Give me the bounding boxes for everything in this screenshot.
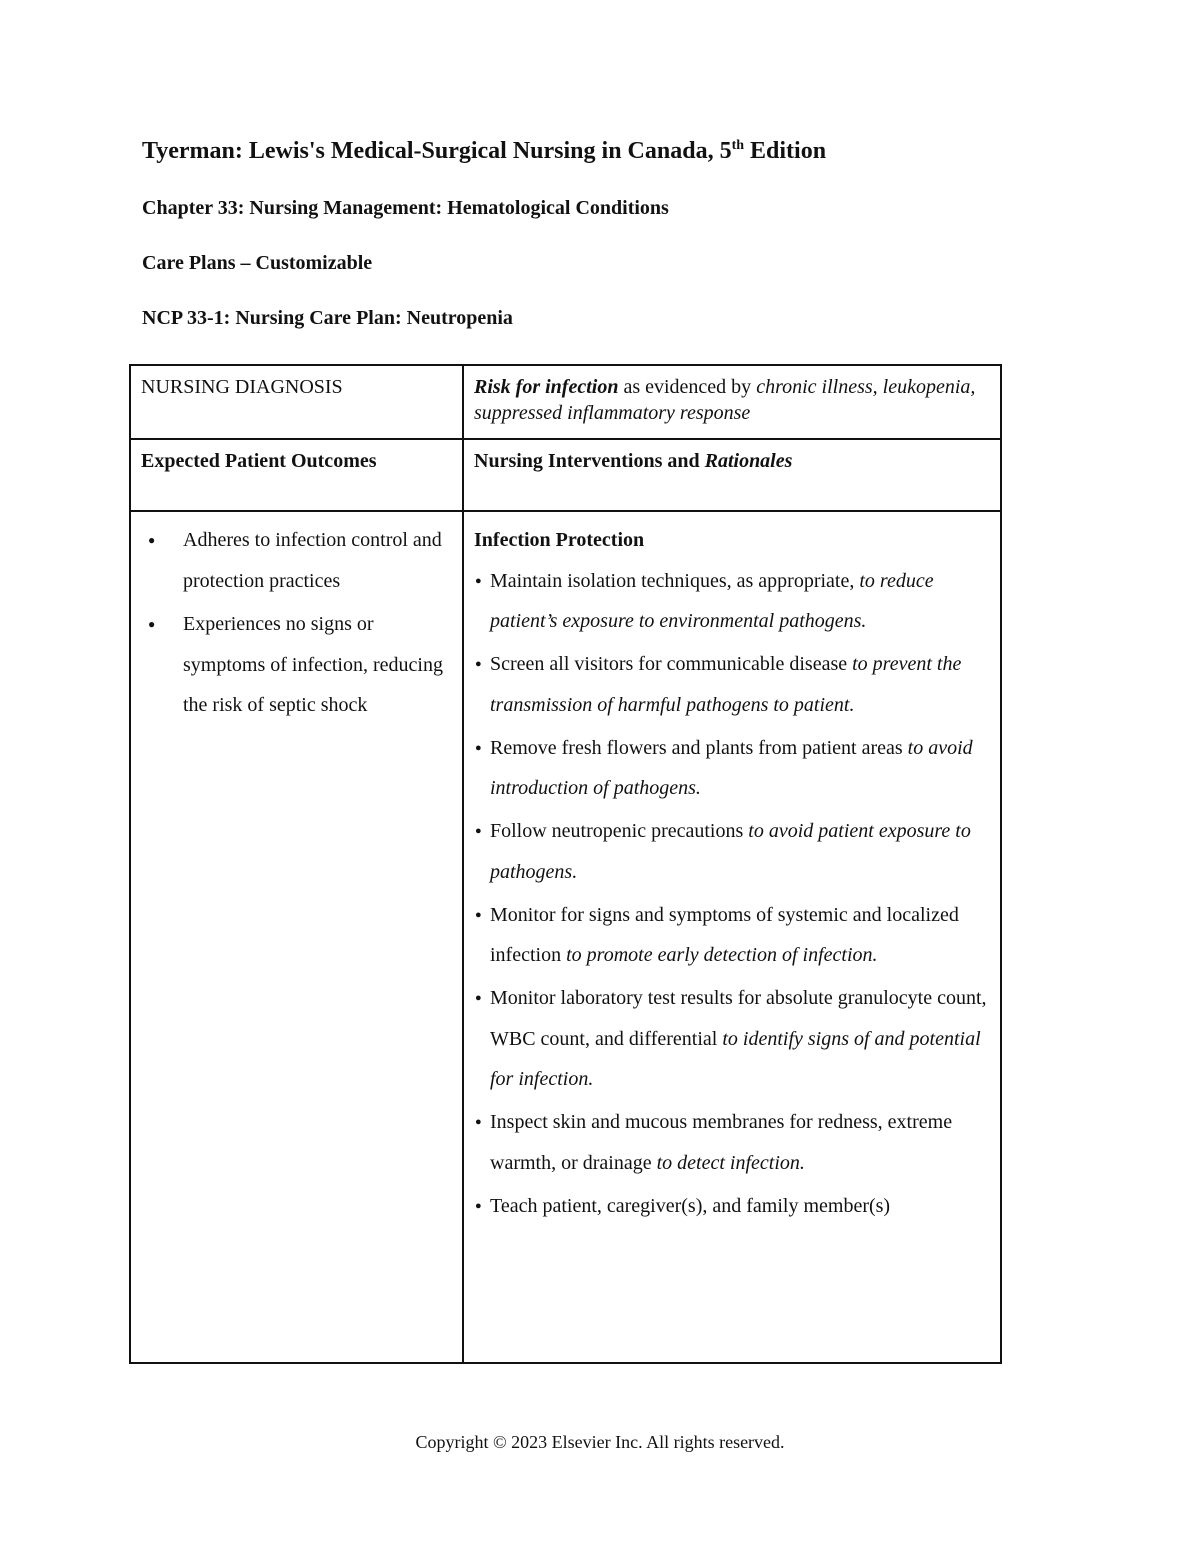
diagnosis-connector: as evidenced by xyxy=(618,376,757,398)
intervention-item xyxy=(474,811,990,892)
outcomes-header-cell xyxy=(130,439,463,511)
ncp-heading: NCP 33-1: Nursing Care Plan: Neutropenia xyxy=(142,307,513,329)
intervention-text: Monitor for signs and symptoms of systemic and localized infection xyxy=(490,903,959,966)
intervention-rationale: to prevent the transmission of harmful pathogens to patient. xyxy=(490,653,962,716)
outcomes-list xyxy=(141,520,452,726)
care-plan-table xyxy=(129,364,1002,1364)
document-title xyxy=(142,138,826,165)
intervention-section-title: Infection Protection xyxy=(474,529,645,551)
outcome-item: ● Experiences no signs or symptoms of infection, reducing the risk of septic shock xyxy=(141,604,452,726)
intervention-rationale: to identify signs of and potential for infection. xyxy=(490,1027,981,1090)
outcomes-cell xyxy=(130,511,463,1363)
intervention-text: Teach patient, caregiver(s), and family member(s) xyxy=(490,1194,891,1217)
intervention-text: Monitor laboratory test results for absolute granulocyte count, WBC count, and differential xyxy=(490,987,987,1050)
intervention-rationale: to avoid patient exposure to pathogens. xyxy=(490,820,971,883)
diagnosis-label: NURSING DIAGNOSIS xyxy=(141,376,343,398)
chapter-heading: Chapter 33: Nursing Management: Hematological Conditions xyxy=(142,197,669,219)
title-main: Tyerman: Lewis's Medical-Surgical Nursing in Canada, 5 xyxy=(142,138,732,164)
title-tail: Edition xyxy=(744,138,827,164)
intervention-item xyxy=(474,728,990,809)
diagnosis-text-cell xyxy=(463,365,1001,439)
diagnosis-row xyxy=(130,365,1001,439)
intervention-rationale: to avoid introduction of pathogens. xyxy=(490,736,973,799)
intervention-item xyxy=(474,561,990,642)
outcomes-header: Expected Patient Outcomes xyxy=(141,450,377,472)
copyright-footer: Copyright © 2023 Elsevier Inc. All rights reserved. xyxy=(415,1432,785,1452)
intervention-item xyxy=(474,895,990,976)
interventions-list xyxy=(474,561,990,1227)
intervention-rationale: to detect infection. xyxy=(656,1151,805,1174)
diagnosis-term: Risk for infection xyxy=(474,376,619,398)
intervention-text: Remove fresh flowers and plants from patient areas xyxy=(490,736,908,759)
interventions-header-cell xyxy=(463,439,1001,511)
column-header-row xyxy=(130,439,1001,511)
diagnosis-label-cell xyxy=(130,365,463,439)
intervention-text: Maintain isolation techniques, as appropriate, xyxy=(490,569,860,592)
intervention-text: Follow neutropenic precautions xyxy=(490,820,749,842)
intervention-item xyxy=(474,644,990,725)
intervention-text: Screen all visitors for communicable disease xyxy=(490,653,853,675)
interventions-header: Nursing Interventions and xyxy=(474,450,705,472)
intervention-text: Inspect skin and mucous membranes for redness, extreme warmth, or drainage xyxy=(490,1111,953,1174)
intervention-item xyxy=(474,1186,990,1227)
intervention-rationale: to promote early detection of infection. xyxy=(566,944,878,966)
plan-body-row xyxy=(130,511,1001,1363)
intervention-item xyxy=(474,978,990,1100)
intervention-item xyxy=(474,1102,990,1183)
title-superscript: th xyxy=(731,138,745,153)
interventions-cell xyxy=(463,511,1001,1363)
outcome-item: ● Adheres to infection control and protection practices xyxy=(141,520,452,601)
rationales-header: Rationales xyxy=(704,450,793,472)
diagnosis-factors: chronic illness, leukopenia, suppressed inflammatory response xyxy=(474,376,976,424)
intervention-rationale: to reduce patient’s exposure to environmental pathogens. xyxy=(490,569,934,632)
care-plans-heading: Care Plans – Customizable xyxy=(142,252,373,274)
